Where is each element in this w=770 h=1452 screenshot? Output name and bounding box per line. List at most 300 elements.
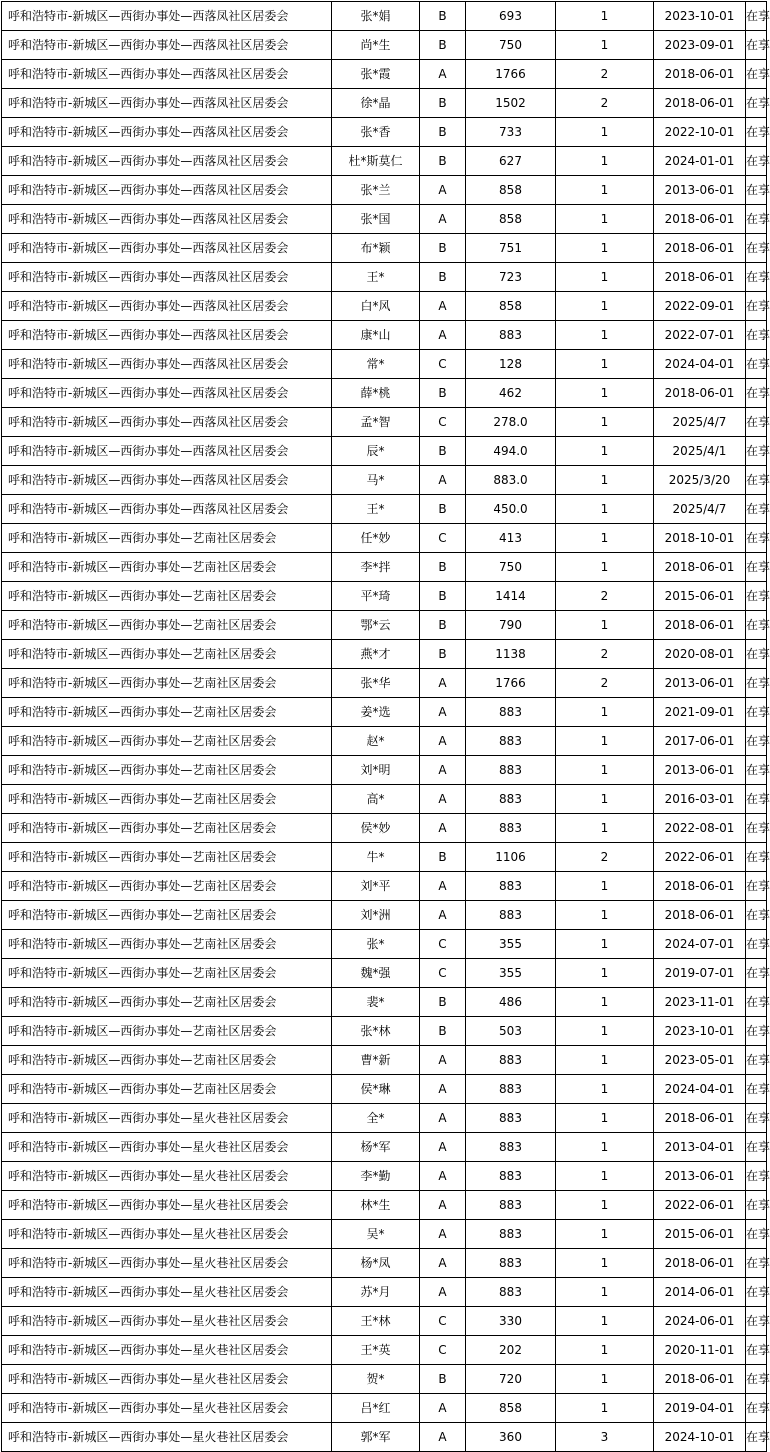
name-cell: 薛*桃: [332, 379, 420, 408]
grade-cell: A: [420, 1133, 466, 1162]
amount-cell: 883.0: [466, 466, 556, 495]
name-cell: 曹*新: [332, 1046, 420, 1075]
community-cell: 呼和浩特市-新城区—西街办事处—艺南社区居委会: [2, 959, 332, 988]
table-row: [2, 1365, 767, 1394]
household-count-cell: 1: [556, 147, 654, 176]
grade-cell: C: [420, 959, 466, 988]
start-date-cell: 2019-04-01: [654, 1394, 746, 1423]
household-count-cell: 2: [556, 582, 654, 611]
status-cell: 在享: [746, 1220, 767, 1249]
status-cell: 在享: [746, 930, 767, 959]
household-count-cell: 1: [556, 814, 654, 843]
grade-cell: B: [420, 2, 466, 31]
status-cell: 在享: [746, 640, 767, 669]
status-cell: 在享: [746, 611, 767, 640]
table-row: [2, 263, 767, 292]
status-cell: 在享: [746, 205, 767, 234]
household-count-cell: 1: [556, 872, 654, 901]
amount-cell: 723: [466, 263, 556, 292]
table-row: [2, 524, 767, 553]
grade-cell: C: [420, 1336, 466, 1365]
status-cell: 在享: [746, 756, 767, 785]
household-count-cell: 1: [556, 553, 654, 582]
household-count-cell: 1: [556, 1133, 654, 1162]
status-cell: 在享: [746, 1394, 767, 1423]
status-cell: 在享: [746, 263, 767, 292]
grade-cell: A: [420, 176, 466, 205]
grade-cell: B: [420, 495, 466, 524]
start-date-cell: 2022-08-01: [654, 814, 746, 843]
amount-cell: 1502: [466, 89, 556, 118]
status-cell: 在享: [746, 437, 767, 466]
status-cell: 在享: [746, 89, 767, 118]
start-date-cell: 2022-09-01: [654, 292, 746, 321]
household-count-cell: 2: [556, 669, 654, 698]
status-cell: 在享: [746, 2, 767, 31]
grade-cell: A: [420, 669, 466, 698]
name-cell: 吴*: [332, 1220, 420, 1249]
table-row: [2, 31, 767, 60]
status-cell: 在享: [746, 1104, 767, 1133]
table-row: [2, 234, 767, 263]
status-cell: 在享: [746, 176, 767, 205]
community-cell: 呼和浩特市-新城区—西街办事处—西落凤社区居委会: [2, 176, 332, 205]
community-cell: 呼和浩特市-新城区—西街办事处—艺南社区居委会: [2, 843, 332, 872]
table-row: [2, 756, 767, 785]
household-count-cell: 3: [556, 1423, 654, 1452]
amount-cell: 750: [466, 31, 556, 60]
amount-cell: 278.0: [466, 408, 556, 437]
name-cell: 高*: [332, 785, 420, 814]
community-cell: 呼和浩特市-新城区—西街办事处—艺南社区居委会: [2, 524, 332, 553]
status-cell: 在享: [746, 321, 767, 350]
community-cell: 呼和浩特市-新城区—西街办事处—西落凤社区居委会: [2, 2, 332, 31]
grade-cell: B: [420, 611, 466, 640]
status-cell: 在享: [746, 1046, 767, 1075]
status-cell: 在享: [746, 698, 767, 727]
amount-cell: 360: [466, 1423, 556, 1452]
name-cell: 贺*: [332, 1365, 420, 1394]
household-count-cell: 1: [556, 1046, 654, 1075]
table-row: [2, 1278, 767, 1307]
grade-cell: C: [420, 350, 466, 379]
amount-cell: 1766: [466, 669, 556, 698]
community-cell: 呼和浩特市-新城区—西街办事处—西落凤社区居委会: [2, 321, 332, 350]
community-cell: 呼和浩特市-新城区—西街办事处—西落凤社区居委会: [2, 437, 332, 466]
community-cell: 呼和浩特市-新城区—西街办事处—星火巷社区居委会: [2, 1104, 332, 1133]
grade-cell: A: [420, 292, 466, 321]
table-row: [2, 437, 767, 466]
amount-cell: 883: [466, 1104, 556, 1133]
community-cell: 呼和浩特市-新城区—西街办事处—艺南社区居委会: [2, 988, 332, 1017]
household-count-cell: 1: [556, 756, 654, 785]
community-cell: 呼和浩特市-新城区—西街办事处—西落凤社区居委会: [2, 60, 332, 89]
name-cell: 辰*: [332, 437, 420, 466]
household-count-cell: 1: [556, 959, 654, 988]
amount-cell: 883: [466, 1046, 556, 1075]
name-cell: 杨*军: [332, 1133, 420, 1162]
start-date-cell: 2022-10-01: [654, 118, 746, 147]
grade-cell: A: [420, 466, 466, 495]
name-cell: 康*山: [332, 321, 420, 350]
community-cell: 呼和浩特市-新城区—西街办事处—艺南社区居委会: [2, 1075, 332, 1104]
community-cell: 呼和浩特市-新城区—西街办事处—艺南社区居委会: [2, 553, 332, 582]
table-row: [2, 988, 767, 1017]
amount-cell: 883: [466, 1133, 556, 1162]
start-date-cell: 2025/4/7: [654, 408, 746, 437]
table-row: [2, 669, 767, 698]
name-cell: 杜*斯莫仁: [332, 147, 420, 176]
amount-cell: 883: [466, 1191, 556, 1220]
household-count-cell: 2: [556, 843, 654, 872]
household-count-cell: 1: [556, 437, 654, 466]
start-date-cell: 2014-06-01: [654, 1278, 746, 1307]
community-cell: 呼和浩特市-新城区—西街办事处—艺南社区居委会: [2, 669, 332, 698]
status-cell: 在享: [746, 1278, 767, 1307]
table-row: [2, 1220, 767, 1249]
name-cell: 白*风: [332, 292, 420, 321]
community-cell: 呼和浩特市-新城区—西街办事处—西落凤社区居委会: [2, 31, 332, 60]
start-date-cell: 2018-06-01: [654, 234, 746, 263]
amount-cell: 330: [466, 1307, 556, 1336]
status-cell: 在享: [746, 495, 767, 524]
name-cell: 杨*凤: [332, 1249, 420, 1278]
recipient-table: [1, 1, 770, 1452]
status-cell: 在享: [746, 901, 767, 930]
status-cell: 在享: [746, 553, 767, 582]
name-cell: 侯*琳: [332, 1075, 420, 1104]
table-row: [2, 1133, 767, 1162]
community-cell: 呼和浩特市-新城区—西街办事处—艺南社区居委会: [2, 640, 332, 669]
name-cell: 张*: [332, 930, 420, 959]
amount-cell: 450.0: [466, 495, 556, 524]
grade-cell: B: [420, 31, 466, 60]
amount-cell: 1766: [466, 60, 556, 89]
status-cell: 在享: [746, 872, 767, 901]
status-cell: 在享: [746, 1249, 767, 1278]
amount-cell: 503: [466, 1017, 556, 1046]
community-cell: 呼和浩特市-新城区—西街办事处—艺南社区居委会: [2, 582, 332, 611]
household-count-cell: 1: [556, 263, 654, 292]
grade-cell: A: [420, 1046, 466, 1075]
household-count-cell: 1: [556, 2, 654, 31]
household-count-cell: 1: [556, 292, 654, 321]
status-cell: 在享: [746, 1365, 767, 1394]
grade-cell: B: [420, 437, 466, 466]
household-count-cell: 1: [556, 321, 654, 350]
community-cell: 呼和浩特市-新城区—西街办事处—西落凤社区居委会: [2, 147, 332, 176]
table-row: [2, 60, 767, 89]
table-row: [2, 582, 767, 611]
name-cell: 任*妙: [332, 524, 420, 553]
community-cell: 呼和浩特市-新城区—西街办事处—艺南社区居委会: [2, 930, 332, 959]
amount-cell: 494.0: [466, 437, 556, 466]
amount-cell: 128: [466, 350, 556, 379]
amount-cell: 790: [466, 611, 556, 640]
name-cell: 张*霞: [332, 60, 420, 89]
amount-cell: 486: [466, 988, 556, 1017]
table-row: [2, 1191, 767, 1220]
grade-cell: B: [420, 89, 466, 118]
amount-cell: 883: [466, 1249, 556, 1278]
amount-cell: 883: [466, 1162, 556, 1191]
community-cell: 呼和浩特市-新城区—西街办事处—艺南社区居委会: [2, 611, 332, 640]
table-row: [2, 466, 767, 495]
name-cell: 孟*智: [332, 408, 420, 437]
community-cell: 呼和浩特市-新城区—西街办事处—西落凤社区居委会: [2, 118, 332, 147]
grade-cell: A: [420, 1075, 466, 1104]
name-cell: 苏*月: [332, 1278, 420, 1307]
name-cell: 马*: [332, 466, 420, 495]
grade-cell: A: [420, 1104, 466, 1133]
start-date-cell: 2018-06-01: [654, 205, 746, 234]
household-count-cell: 1: [556, 1162, 654, 1191]
status-cell: 在享: [746, 1133, 767, 1162]
grade-cell: B: [420, 640, 466, 669]
household-count-cell: 1: [556, 495, 654, 524]
amount-cell: 883: [466, 1278, 556, 1307]
status-cell: 在享: [746, 1336, 767, 1365]
start-date-cell: 2018-06-01: [654, 1249, 746, 1278]
household-count-cell: 1: [556, 1075, 654, 1104]
start-date-cell: 2021-09-01: [654, 698, 746, 727]
name-cell: 常*: [332, 350, 420, 379]
grade-cell: B: [420, 988, 466, 1017]
status-cell: 在享: [746, 727, 767, 756]
household-count-cell: 1: [556, 1365, 654, 1394]
grade-cell: C: [420, 524, 466, 553]
community-cell: 呼和浩特市-新城区—西街办事处—西落凤社区居委会: [2, 466, 332, 495]
start-date-cell: 2013-06-01: [654, 756, 746, 785]
start-date-cell: 2025/4/1: [654, 437, 746, 466]
status-cell: 在享: [746, 1162, 767, 1191]
name-cell: 郭*军: [332, 1423, 420, 1452]
name-cell: 张*娟: [332, 2, 420, 31]
grade-cell: B: [420, 1365, 466, 1394]
grade-cell: A: [420, 785, 466, 814]
grade-cell: A: [420, 1162, 466, 1191]
start-date-cell: 2018-06-01: [654, 1104, 746, 1133]
table-row: [2, 1075, 767, 1104]
household-count-cell: 1: [556, 1220, 654, 1249]
amount-cell: 883: [466, 698, 556, 727]
status-cell: 在享: [746, 147, 767, 176]
status-cell: 在享: [746, 1075, 767, 1104]
grade-cell: B: [420, 1017, 466, 1046]
amount-cell: 355: [466, 930, 556, 959]
household-count-cell: 1: [556, 350, 654, 379]
name-cell: 刘*明: [332, 756, 420, 785]
name-cell: 李*拌: [332, 553, 420, 582]
amount-cell: 883: [466, 872, 556, 901]
household-count-cell: 2: [556, 89, 654, 118]
community-cell: 呼和浩特市-新城区—西街办事处—星火巷社区居委会: [2, 1307, 332, 1336]
name-cell: 平*琦: [332, 582, 420, 611]
grade-cell: A: [420, 1394, 466, 1423]
grade-cell: B: [420, 263, 466, 292]
grade-cell: A: [420, 698, 466, 727]
status-cell: 在享: [746, 785, 767, 814]
amount-cell: 202: [466, 1336, 556, 1365]
community-cell: 呼和浩特市-新城区—西街办事处—艺南社区居委会: [2, 814, 332, 843]
community-cell: 呼和浩特市-新城区—西街办事处—艺南社区居委会: [2, 727, 332, 756]
grade-cell: B: [420, 553, 466, 582]
community-cell: 呼和浩特市-新城区—西街办事处—西落凤社区居委会: [2, 495, 332, 524]
amount-cell: 883: [466, 785, 556, 814]
grade-cell: B: [420, 147, 466, 176]
status-cell: 在享: [746, 1423, 767, 1452]
table-row: [2, 1017, 767, 1046]
start-date-cell: 2013-06-01: [654, 669, 746, 698]
household-count-cell: 1: [556, 1278, 654, 1307]
grade-cell: A: [420, 872, 466, 901]
table-row: [2, 640, 767, 669]
status-cell: 在享: [746, 582, 767, 611]
name-cell: 张*兰: [332, 176, 420, 205]
amount-cell: 1138: [466, 640, 556, 669]
start-date-cell: 2018-06-01: [654, 1365, 746, 1394]
community-cell: 呼和浩特市-新城区—西街办事处—西落凤社区居委会: [2, 379, 332, 408]
start-date-cell: 2018-06-01: [654, 872, 746, 901]
amount-cell: 883: [466, 321, 556, 350]
table-row: [2, 959, 767, 988]
community-cell: 呼和浩特市-新城区—西街办事处—西落凤社区居委会: [2, 234, 332, 263]
household-count-cell: 1: [556, 1191, 654, 1220]
amount-cell: 751: [466, 234, 556, 263]
amount-cell: 883: [466, 727, 556, 756]
table-row: [2, 205, 767, 234]
start-date-cell: 2022-06-01: [654, 1191, 746, 1220]
amount-cell: 883: [466, 901, 556, 930]
start-date-cell: 2013-06-01: [654, 1162, 746, 1191]
status-cell: 在享: [746, 814, 767, 843]
table-row: [2, 89, 767, 118]
grade-cell: C: [420, 408, 466, 437]
household-count-cell: 1: [556, 234, 654, 263]
household-count-cell: 2: [556, 60, 654, 89]
household-count-cell: 1: [556, 1307, 654, 1336]
start-date-cell: 2018-06-01: [654, 901, 746, 930]
table-row: [2, 698, 767, 727]
table-row: [2, 1336, 767, 1365]
household-count-cell: 1: [556, 1249, 654, 1278]
name-cell: 刘*洲: [332, 901, 420, 930]
status-cell: 在享: [746, 988, 767, 1017]
grade-cell: B: [420, 118, 466, 147]
community-cell: 呼和浩特市-新城区—西街办事处—艺南社区居委会: [2, 1046, 332, 1075]
status-cell: 在享: [746, 466, 767, 495]
start-date-cell: 2013-06-01: [654, 176, 746, 205]
status-cell: 在享: [746, 60, 767, 89]
start-date-cell: 2024-04-01: [654, 1075, 746, 1104]
community-cell: 呼和浩特市-新城区—西街办事处—西落凤社区居委会: [2, 89, 332, 118]
grade-cell: A: [420, 1278, 466, 1307]
start-date-cell: 2023-11-01: [654, 988, 746, 1017]
community-cell: 呼和浩特市-新城区—西街办事处—西落凤社区居委会: [2, 205, 332, 234]
name-cell: 裴*: [332, 988, 420, 1017]
amount-cell: 1414: [466, 582, 556, 611]
start-date-cell: 2017-06-01: [654, 727, 746, 756]
household-count-cell: 1: [556, 901, 654, 930]
start-date-cell: 2018-06-01: [654, 89, 746, 118]
grade-cell: A: [420, 901, 466, 930]
grade-cell: B: [420, 234, 466, 263]
household-count-cell: 2: [556, 640, 654, 669]
status-cell: 在享: [746, 234, 767, 263]
start-date-cell: 2022-07-01: [654, 321, 746, 350]
status-cell: 在享: [746, 959, 767, 988]
table-row: [2, 321, 767, 350]
community-cell: 呼和浩特市-新城区—西街办事处—艺南社区居委会: [2, 756, 332, 785]
amount-cell: 355: [466, 959, 556, 988]
community-cell: 呼和浩特市-新城区—西街办事处—星火巷社区居委会: [2, 1249, 332, 1278]
status-cell: 在享: [746, 1307, 767, 1336]
start-date-cell: 2024-01-01: [654, 147, 746, 176]
community-cell: 呼和浩特市-新城区—西街办事处—艺南社区居委会: [2, 1017, 332, 1046]
grade-cell: A: [420, 321, 466, 350]
community-cell: 呼和浩特市-新城区—西街办事处—艺南社区居委会: [2, 698, 332, 727]
table-row: [2, 553, 767, 582]
community-cell: 呼和浩特市-新城区—西街办事处—星火巷社区居委会: [2, 1365, 332, 1394]
community-cell: 呼和浩特市-新城区—西街办事处—星火巷社区居委会: [2, 1278, 332, 1307]
household-count-cell: 1: [556, 408, 654, 437]
table-row: [2, 379, 767, 408]
community-cell: 呼和浩特市-新城区—西街办事处—星火巷社区居委会: [2, 1336, 332, 1365]
start-date-cell: 2018-06-01: [654, 379, 746, 408]
grade-cell: A: [420, 1423, 466, 1452]
amount-cell: 733: [466, 118, 556, 147]
household-count-cell: 1: [556, 379, 654, 408]
name-cell: 姜*选: [332, 698, 420, 727]
community-cell: 呼和浩特市-新城区—西街办事处—西落凤社区居委会: [2, 263, 332, 292]
start-date-cell: 2025/3/20: [654, 466, 746, 495]
amount-cell: 858: [466, 205, 556, 234]
name-cell: 张*国: [332, 205, 420, 234]
name-cell: 布*颖: [332, 234, 420, 263]
table-row: [2, 901, 767, 930]
grade-cell: A: [420, 1249, 466, 1278]
start-date-cell: 2018-10-01: [654, 524, 746, 553]
table-row: [2, 495, 767, 524]
grade-cell: A: [420, 205, 466, 234]
status-cell: 在享: [746, 408, 767, 437]
table-row: [2, 1046, 767, 1075]
status-cell: 在享: [746, 1017, 767, 1046]
household-count-cell: 1: [556, 524, 654, 553]
name-cell: 侯*妙: [332, 814, 420, 843]
table-row: [2, 1104, 767, 1133]
start-date-cell: 2013-04-01: [654, 1133, 746, 1162]
start-date-cell: 2020-11-01: [654, 1336, 746, 1365]
amount-cell: 720: [466, 1365, 556, 1394]
name-cell: 牛*: [332, 843, 420, 872]
household-count-cell: 1: [556, 205, 654, 234]
start-date-cell: 2023-09-01: [654, 31, 746, 60]
community-cell: 呼和浩特市-新城区—西街办事处—星火巷社区居委会: [2, 1191, 332, 1220]
household-count-cell: 1: [556, 785, 654, 814]
table-row: [2, 1162, 767, 1191]
grade-cell: A: [420, 60, 466, 89]
start-date-cell: 2024-07-01: [654, 930, 746, 959]
table-row: [2, 1423, 767, 1452]
table-row: [2, 727, 767, 756]
table-row: [2, 176, 767, 205]
table-row: [2, 118, 767, 147]
table-row: [2, 292, 767, 321]
status-cell: 在享: [746, 31, 767, 60]
start-date-cell: 2023-05-01: [654, 1046, 746, 1075]
amount-cell: 693: [466, 2, 556, 31]
